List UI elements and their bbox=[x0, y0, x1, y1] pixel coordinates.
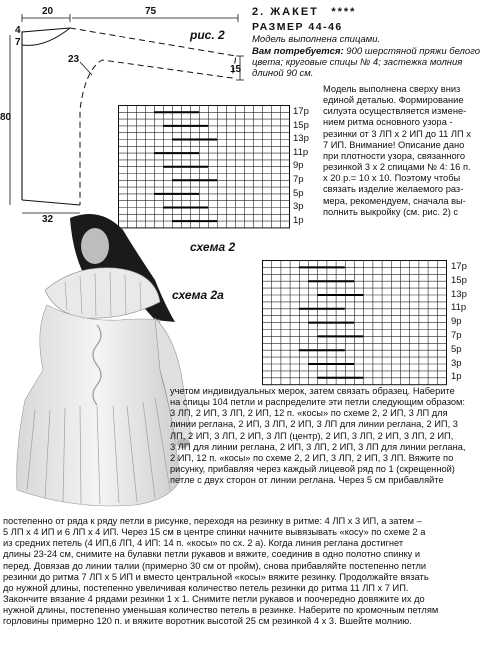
dim-80: 80 bbox=[0, 112, 12, 123]
intro-line: единой деталью. Формирование bbox=[323, 95, 464, 106]
row-label: 13р bbox=[451, 288, 467, 300]
dim-15: 15 bbox=[230, 64, 242, 75]
intro-line: Модель выполнена сверху вниз bbox=[323, 84, 461, 94]
row-label: 17р bbox=[451, 261, 467, 272]
title-line bbox=[252, 2, 498, 20]
dim-7: 7 bbox=[15, 37, 21, 48]
middle-line: на спицы 104 петли и распределите эти петли следующим образом: bbox=[170, 397, 466, 408]
bottom-line: до нужной длины, постепенно увеличивая количество петель резинки до ритма 11 ЛП х 7 ИП. bbox=[3, 582, 409, 593]
row-label: 3р bbox=[451, 357, 462, 369]
intro-line: при плотности узора, связанного bbox=[323, 150, 465, 161]
article-title: 2. ЖАКЕТ bbox=[252, 6, 319, 18]
intro-text bbox=[323, 84, 500, 218]
middle-line: рисунку, прибавляя через каждый лицевой ряд по 1 (скрещенной) bbox=[170, 464, 455, 475]
middle-line: 3 ЛП для линии реглана, 2 ИП, 3 ЛП, 2 ИП, 3 ЛП для линии реглана, bbox=[170, 441, 466, 452]
row-label: 17р bbox=[293, 106, 309, 117]
intro-line: нием ритма основного узора - bbox=[323, 117, 453, 128]
materials-text: 900 шерстяной пряжи белого цвета; круговые спицы № 4; застежка молния длиной 90 см. bbox=[252, 46, 481, 79]
intro-line: х 20 р.= 10 х 10. Поэтому чтобы bbox=[323, 173, 461, 184]
middle-line: ЛП, 2 ИП, 3 ЛП, 2 ИП, 3 ЛП (центр), 2 ИП, 3 ЛП, 2 ИП, 3 ЛП, 2 ИП, bbox=[170, 430, 454, 441]
fig-label: рис. 2 bbox=[190, 28, 225, 42]
bottom-line: постепенно от ряда к ряду петли в рисунке, переходя на резинку в ритме: 4 ЛП х 3 ИП, а затем – bbox=[3, 516, 422, 526]
row-label: 5р bbox=[293, 187, 304, 199]
row-label: 15р bbox=[293, 119, 309, 131]
bottom-line: горловины примерно 120 п. и вяжите воротник высотой 25 см резинкой 4 х 3. Вшейте молнию. bbox=[3, 616, 412, 627]
bottom-text bbox=[3, 516, 499, 628]
dim-20: 20 bbox=[42, 6, 54, 17]
row-label: 9р bbox=[293, 160, 304, 172]
subtitle: Модель выполнена спицами. bbox=[252, 34, 381, 45]
row-label: 5р bbox=[451, 343, 462, 355]
row-label: 11р bbox=[293, 146, 309, 158]
dim-4: 4 bbox=[15, 25, 21, 36]
bottom-line: 5 ЛП х 4 ИП и 6 ЛП х 4 ИП. Через 15 см в центре спинки начните вывязывать «косу» по схеме 2 а bbox=[3, 527, 426, 538]
middle-line: петле с двух сторон от линии реглана. Через 5 см прибавляйте bbox=[170, 475, 444, 486]
intro-line: мера, рекомендуем, сначала вы- bbox=[323, 195, 466, 206]
intro-line: полнить выкройку (см. рис. 2) с bbox=[323, 206, 459, 217]
row-label: 9р bbox=[451, 316, 462, 328]
intro-line: силуэта осуществляется измене- bbox=[323, 106, 467, 117]
row-label: 7р bbox=[451, 329, 462, 341]
size-line: РАЗМЕР 44-46 bbox=[252, 21, 343, 33]
row-label: 1р bbox=[451, 371, 462, 383]
middle-text bbox=[170, 386, 500, 486]
row-label: 7р bbox=[293, 173, 304, 185]
dim-32: 32 bbox=[42, 214, 54, 225]
bottom-line: перед. Довязав до линии талии (примерно 30 см от пройм), снова прибавляйте постепенно петли bbox=[3, 560, 427, 571]
bottom-line: нужной длины, постепенно уменьшая количество петель в резинке. Наберите по кромочным петлям bbox=[3, 605, 439, 616]
article-header bbox=[252, 2, 498, 79]
scheme-2a-grid bbox=[262, 260, 448, 386]
dim-23: 23 bbox=[68, 54, 80, 65]
intro-line: резинки от 3 ЛП х 2 ИП до 11 ЛП х bbox=[323, 128, 471, 139]
bottom-line: резинки до ритма 7 ЛП х 5 ИП и вместо центральной «косы» вяжите резинку. Продолжайте вязать bbox=[3, 571, 429, 582]
intro-line: 7 ИП. Внимание! Описание дано bbox=[323, 139, 465, 150]
bottom-line: длины 23-24 см, снимите на булавки петли рукавов и вяжите, соединив в одно полотно спинку и bbox=[3, 549, 421, 560]
scheme-2-row-labels bbox=[293, 105, 321, 227]
scheme-2a-label: схема 2а bbox=[172, 288, 224, 302]
scheme-2a-row-labels bbox=[451, 260, 479, 384]
bottom-line: из средних петель (4 ИП,6 ЛП, 4 ИП: 14 п. «косы» по сх. 2 а). Когда линия реглана достигнет bbox=[3, 538, 404, 549]
row-label: 1р bbox=[293, 214, 304, 226]
dim-75: 75 bbox=[145, 6, 157, 17]
row-label: 3р bbox=[293, 201, 304, 213]
intro-line: связать изделие желаемого раз- bbox=[323, 184, 464, 195]
bottom-line: Закончите вязание 4 рядами резинки 1 х 1. Снимите петли рукавов и поочередно довяжите их до bbox=[3, 594, 425, 605]
rating-stars: **** bbox=[331, 6, 357, 18]
middle-line: учетом индивидуальных мерок, затем связать образец. Наберите bbox=[170, 386, 455, 396]
row-label: 15р bbox=[451, 274, 467, 286]
middle-line: 2 ИП, 12 п. «косы» по схеме 2, 2 ИП, 3 ЛП, 2 ИП, 3 ЛП. Вяжите по bbox=[170, 452, 454, 463]
row-label: 13р bbox=[293, 133, 309, 145]
materials-label: Вам потребуется: bbox=[252, 46, 344, 57]
materials bbox=[252, 46, 496, 79]
scheme-2-label: схема 2 bbox=[190, 240, 236, 254]
intro-line: резинкой 3 х 2 спицами № 4: 16 п. bbox=[323, 162, 471, 173]
row-label: 11р bbox=[451, 302, 467, 314]
middle-line: 3 ЛП, 2 ИП, 3 ЛП, 2 ИП, 12 п. «косы» по схеме 2, 2 ИП, 3 ЛП для bbox=[170, 408, 448, 419]
middle-line: линии реглана, 2 ИП, 3 ЛП, 2 ИП, 3 ЛП для линии реглана, 2 ИП, 3 bbox=[170, 419, 458, 430]
